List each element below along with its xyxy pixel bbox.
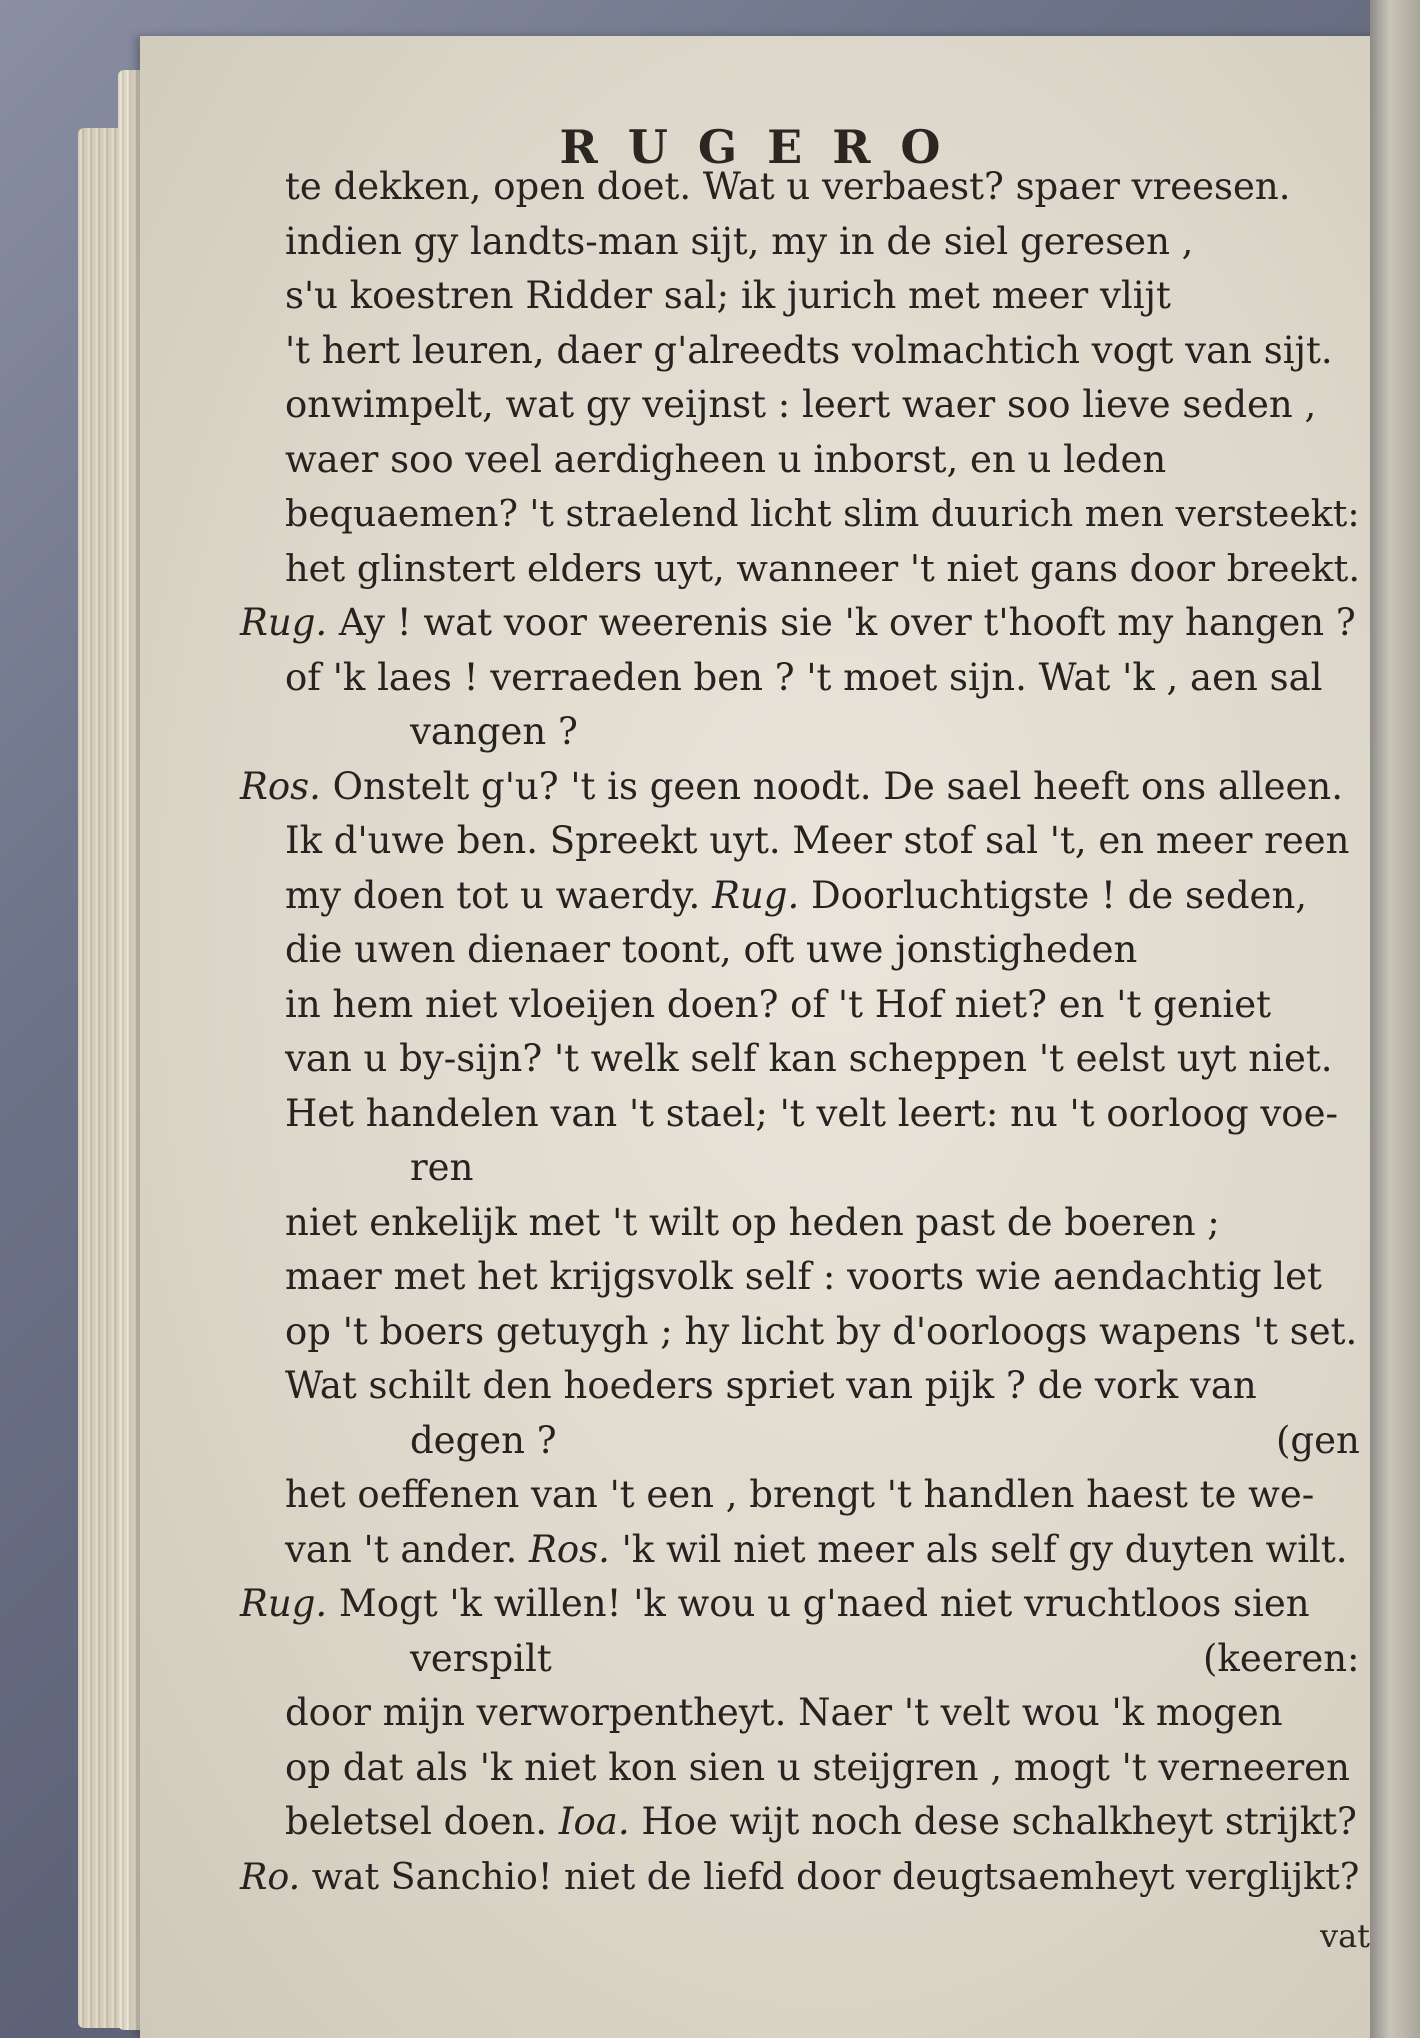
line-text: degen ? [410,1418,557,1462]
verse-line [285,1528,1348,1572]
line-text: of 'k laes ! verraeden ben ? 't moet sijn. Wat 'k , aen sal [285,655,1323,699]
speaker-label: Rug. [700,873,811,917]
line-text: beletsel doen. [285,1800,548,1843]
line-text: op 't boers getuygh ; hy licht by d'oorloogs wapens 't set. [285,1309,1358,1353]
line-text: Mogt 'k willen! 'k wou u g'naed niet vruchtloos sien [338,1582,1310,1625]
verse-line [285,1473,1314,1517]
line-text: in hem niet vloeijen doen? of 't Hof niet? en 't geniet [285,982,1272,1026]
line-text: wat Sanchio! niet de liefd door deugtsaemheyt verglijkt? [311,1854,1360,1898]
line-text: onwimpelt, wat gy veijnst : leert waer soo lieve seden , [285,383,1317,426]
line-text: Het handelen van 't stael; 't velt leert: nu 't oorloog voe- [285,1091,1338,1135]
verse-line [285,165,1291,209]
verse-line [240,1855,1359,1899]
verse-line [285,438,1166,482]
line-text: op dat als 'k niet kon sien u steijgren , mogt 't verneeren [285,1745,1350,1789]
line-text: 'k wil niet meer als self gy duyten wilt. [621,1527,1348,1571]
verse-line [410,1146,473,1190]
verse-line [285,1800,1357,1844]
verse-line [285,329,1333,373]
verse-line [285,1746,1350,1790]
line-text: van 't ander. [285,1527,518,1571]
verse-text [0,165,1420,1965]
running-head: RUGERO [559,120,971,174]
catchword: vat [1320,1917,1371,1955]
verse-line [285,874,1307,918]
verse-line [285,547,1360,591]
line-text: door mijn verworpentheyt. Naer 't velt wou 'k mogen [285,1691,1283,1734]
verse-line [285,656,1322,700]
speaker-label: Ioa. [547,1800,642,1843]
verse-line [285,1255,1322,1299]
line-text: maer met het krijgsvolk self : voorts wie aendachtig let [285,1255,1322,1298]
speaker-label: Ros. [240,764,333,808]
line-text: Ik d'uwe ben. Spreekt uyt. Meer stof sal 't, en meer reen [285,819,1350,862]
line-text: s'u koestren Ridder sal; ik jurich met meer vlijt [285,274,1171,317]
verse-line [240,765,1343,809]
verse-line [285,1201,1220,1245]
verse-line [240,601,1356,645]
speaker-label: Ros. [517,1527,622,1571]
line-text: Wat schilt den hoeders spriet van pijk ? de vork van [285,1364,1257,1407]
line-text: die uwen dienaer toont, oft uwe jonstigheden [285,928,1138,971]
verse-line [410,1637,552,1681]
line-text: het oeffenen van 't een , brengt 't handlen haest te we- [285,1473,1315,1516]
turnover-text: (gen [1276,1418,1360,1462]
line-text: waer soo veel aerdigheen u inborst, en u leden [285,437,1167,481]
line-text: bequaemen? 't straelend licht slim duurich men versteekt: [285,492,1360,535]
verse-line [285,274,1171,318]
line-text: Hoe wijt noch dese schalkheyt strijkt? [641,1800,1357,1843]
line-text: Ay ! wat voor weerenis sie 'k over t'hooft my hangen ? [338,601,1356,644]
verse-line [285,1092,1338,1136]
line-text: ren [410,1146,474,1189]
line-text: vangen ? [410,710,578,753]
speaker-label: Ro. [240,1854,312,1898]
line-text: my doen tot u waerdy. [285,873,701,917]
verse-line [285,983,1271,1027]
verse-line [410,710,578,754]
verse-line [285,1364,1257,1408]
verse-line [285,1310,1357,1354]
line-text: niet enkelijk met 't wilt op heden past de boeren ; [285,1200,1220,1244]
line-text: te dekken, open doet. Wat u verbaest? spaer vreesen. [285,165,1291,208]
line-text: 't hert leuren, daer g'alreedts volmachtich vogt van sijt. [285,328,1333,372]
verse-line [285,492,1360,536]
verse-line [285,819,1349,863]
verse-line [285,1037,1332,1081]
line-text: Doorluchtigste ! de seden, [810,873,1308,917]
speaker-label: Rug. [240,1582,339,1625]
verse-line [285,1691,1283,1735]
speaker-label: Rug. [240,601,339,644]
verse-line [410,1419,557,1463]
verse-line [240,1582,1310,1626]
turnover-text: (keeren: [1203,1636,1360,1680]
line-text: het glinstert elders uyt, wanneer 't niet gans door breekt. [285,546,1361,590]
verse-line [285,220,1193,264]
line-text: verspilt [410,1636,552,1680]
verse-line [285,928,1137,972]
verse-line [285,383,1316,427]
line-text: indien gy landts-man sijt, my in de siel geresen , [285,219,1194,263]
line-text: van u by-sijn? 't welk self kan scheppen 't eelst uyt niet. [285,1037,1333,1080]
line-text: Onstelt g'u? 't is geen noodt. De sael heeft ons alleen. [332,764,1344,808]
